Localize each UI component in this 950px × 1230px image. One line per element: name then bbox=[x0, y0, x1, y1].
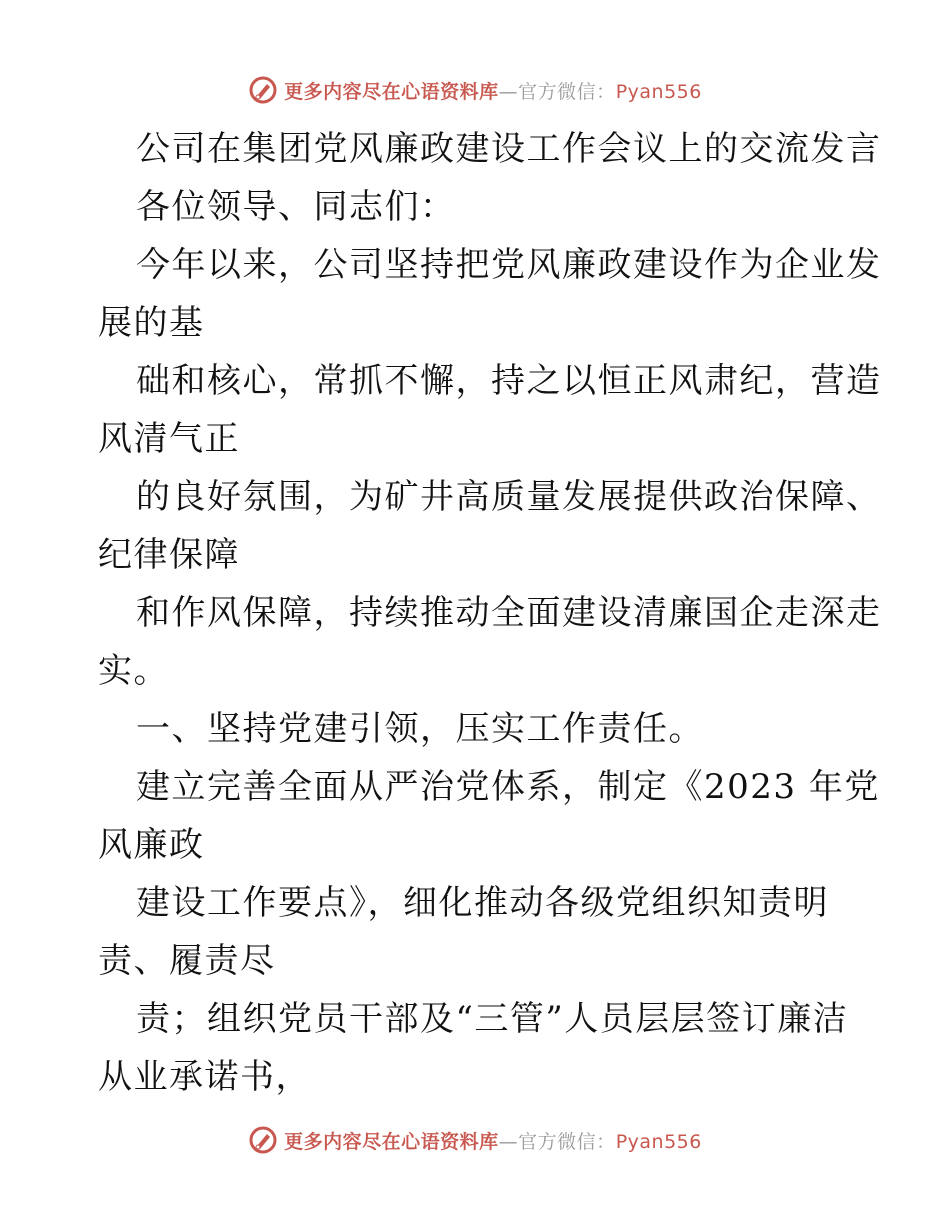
text-line: 建立完善全面从严治党体系，制定《2023 年党 bbox=[136, 767, 880, 807]
text-line: 责、履责尽 bbox=[98, 941, 276, 981]
text-line: 从业承诺书， bbox=[98, 1057, 311, 1097]
pen-logo-icon bbox=[248, 75, 278, 105]
text-line: 各位领导、同志们： bbox=[136, 187, 456, 227]
watermark-main-text: 更多内容尽在心语资料库 bbox=[284, 80, 499, 103]
watermark-main-text: 更多内容尽在心语资料库 bbox=[284, 1130, 499, 1153]
document-body bbox=[98, 120, 882, 1106]
text-line: 的良好氛围，为矿井高质量发展提供政治保障、 bbox=[136, 477, 882, 517]
text-line: 展的基 bbox=[98, 303, 205, 343]
watermark-sub-text: —官方微信： bbox=[498, 80, 616, 103]
document-title: 公司在集团党风廉政建设工作会议上的交流发言 bbox=[136, 129, 882, 169]
text-line: 纪律保障 bbox=[98, 535, 240, 575]
watermark-sub-text: —官方微信： bbox=[498, 1130, 616, 1153]
text-line: 和作风保障，持续推动全面建设清廉国企走深走 bbox=[136, 593, 882, 633]
text-line: 风清气正 bbox=[98, 419, 240, 459]
text-line: 一、坚持党建引领，压实工作责任。 bbox=[136, 709, 704, 749]
text-line: 责；组织党员干部及“三管”人员层层签订廉洁 bbox=[136, 999, 849, 1039]
pen-logo-icon bbox=[248, 1125, 278, 1155]
header-watermark bbox=[0, 72, 950, 108]
watermark-id-text: Pyan556 bbox=[615, 80, 702, 103]
text-line: 实。 bbox=[98, 651, 169, 691]
text-line: 建设工作要点》，细化推动各级党组织知责明 bbox=[136, 883, 829, 923]
text-line: 风廉政 bbox=[98, 825, 205, 865]
text-line: 础和核心，常抓不懈，持之以恒正风肃纪，营造 bbox=[136, 361, 882, 401]
footer-watermark bbox=[0, 1122, 950, 1158]
watermark-id-text: Pyan556 bbox=[615, 1130, 702, 1153]
text-line: 今年以来，公司坚持把党风廉政建设作为企业发 bbox=[136, 245, 882, 285]
